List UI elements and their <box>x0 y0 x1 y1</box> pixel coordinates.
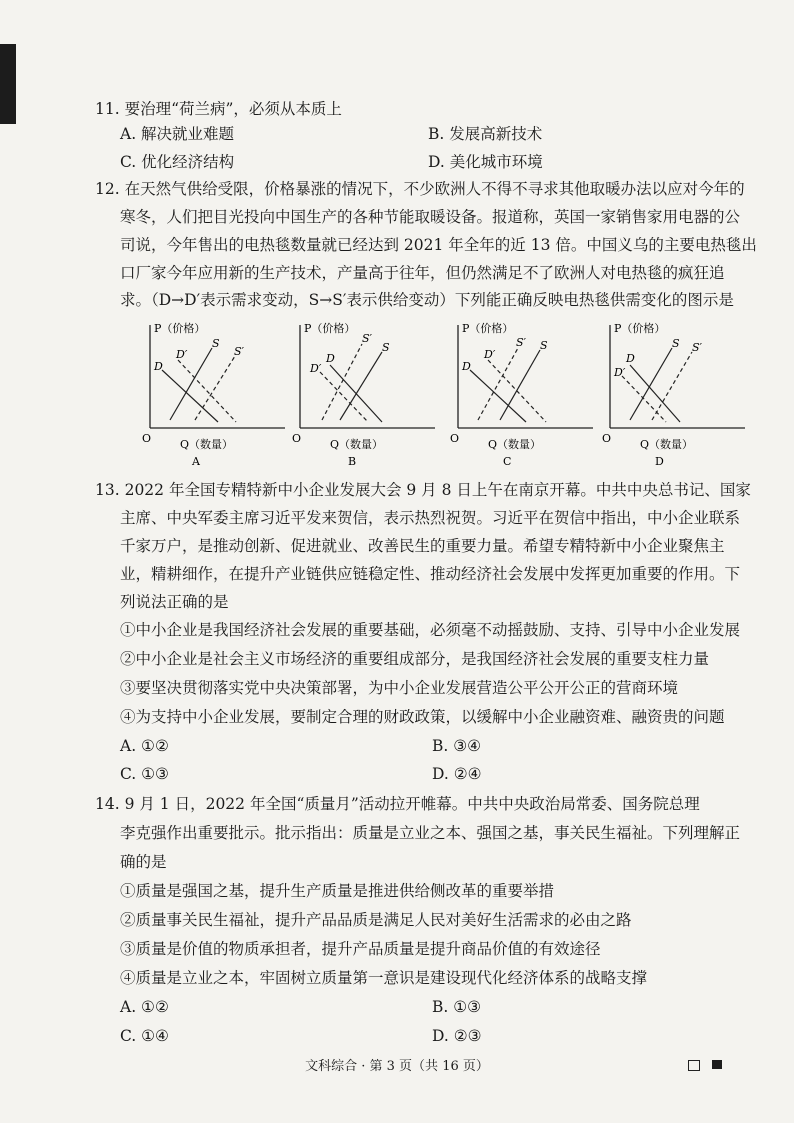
graph-d-label-sprime: S′ <box>692 341 703 354</box>
graph-a-p-axis: P（价格） <box>154 322 206 335</box>
q14-statement-2: ②质量事关民生福祉，提升产品品质是满足人民对美好生活需求的必由之路 <box>120 911 632 929</box>
q13-line-3: 千家万户，是推动创新、促进就业、改善民生的重要力量。希望专精特新中小企业聚焦主 <box>120 537 725 555</box>
page-footer: 文科综合 · 第 3 页（共 16 页） <box>305 1059 489 1074</box>
q11-option-a: A. 解决就业难题 <box>120 125 235 143</box>
q12-line-5: 求。（D→D′表示需求变动，S→S′表示供给变动）下列能正确反映电热毯供需变化的图示是 <box>120 291 734 309</box>
q12-line-1: 12. 在天然气供给受限，价格暴涨的情况下，不少欧洲人不得不寻求其他取暖办法以应对今年的 <box>95 180 745 198</box>
q13-option-a: A. ①② <box>120 737 169 755</box>
graph-d-origin: O <box>602 432 612 445</box>
q11-option-c: C. 优化经济结构 <box>120 153 235 171</box>
q14-line-2: 李克强作出重要批示。批示指出：质量是立业之本、强国之基，事关民生福祉。下列理解正 <box>120 824 741 842</box>
graph-c-origin: O <box>450 432 460 445</box>
q13-option-c: C. ①③ <box>120 765 169 783</box>
graph-b-label-dprime: D′ <box>310 362 322 375</box>
q14-statement-4: ④质量是立业之本，牢固树立质量第一意识是建设现代化经济体系的战略支撑 <box>120 969 648 987</box>
graph-d-q-axis: Q（数量） <box>640 438 694 451</box>
graph-b-label-s: S <box>382 341 390 354</box>
q14-option-d: D. ②③ <box>432 1027 482 1045</box>
graph-a-line-sprime <box>195 356 235 420</box>
graph-d-letter: D <box>655 455 664 468</box>
graph-d-label-d: D <box>626 352 635 365</box>
graph-c-line-s <box>500 350 540 420</box>
q14-option-a: A. ①② <box>120 998 169 1016</box>
graph-b <box>290 320 440 470</box>
graph-b-label-d: D <box>326 352 335 365</box>
graph-d-line-d <box>630 365 680 422</box>
graph-c <box>448 320 598 470</box>
graph-b-svg <box>290 320 440 470</box>
graph-a-label-s: S <box>212 337 220 350</box>
graph-c-q-axis: Q（数量） <box>488 438 542 451</box>
q14-option-b: B. ①③ <box>432 998 482 1016</box>
graph-b-letter: B <box>348 455 357 468</box>
blank-square-icon <box>688 1060 700 1071</box>
q12-line-2: 寒冬，人们把目光投向中国生产的各种节能取暖设备。报道称，英国一家销售家用电器的公 <box>120 208 741 226</box>
filled-square-icon <box>712 1060 722 1069</box>
graph-d-p-axis: P（价格） <box>614 322 666 335</box>
graph-c-line-d <box>470 370 526 422</box>
graph-d-svg <box>600 320 750 470</box>
graph-a-svg <box>140 320 290 470</box>
graph-a-label-sprime: S′ <box>234 345 245 358</box>
q13-statement-4: ④为支持中小企业发展，要制定合理的财政政策，以缓解中小企业融资难、融资贵的问题 <box>120 708 725 726</box>
q13-statement-2: ②中小企业是社会主义市场经济的重要组成部分，是我国经济社会发展的重要支柱力量 <box>120 650 710 668</box>
q13-statement-1: ①中小企业是我国经济社会发展的重要基础，必须毫不动摇鼓励、支持、引导中小企业发展 <box>120 621 741 639</box>
graph-d <box>600 320 750 470</box>
graph-b-label-sprime: S′ <box>362 332 373 345</box>
graph-a <box>140 320 290 470</box>
q11-option-b: B. 发展高新技术 <box>428 125 543 143</box>
graph-c-label-s: S <box>540 339 548 352</box>
q13-line-1: 13. 2022 年全国专精特新中小企业发展大会 9 月 8 日上午在南京开幕。中共中央总书记、国家 <box>95 481 751 499</box>
graph-d-label-s: S <box>672 337 680 350</box>
graph-c-letter: C <box>503 455 512 468</box>
graph-b-origin: O <box>292 432 302 445</box>
q14-statement-3: ③质量是价值的物质承担者，提升产品质量是提升商品价值的有效途径 <box>120 940 601 958</box>
graph-a-q-axis: Q（数量） <box>180 438 234 451</box>
graph-d-line-s <box>630 348 672 420</box>
graph-a-label-dprime: D′ <box>176 348 188 361</box>
q13-option-d: D. ②④ <box>432 765 482 783</box>
graph-c-svg <box>448 320 598 470</box>
q13-line-4: 业，精耕细作，在提升产业链供应链稳定性、推动经济社会发展中发挥更加重要的作用。下 <box>120 565 741 583</box>
graph-a-letter: A <box>192 455 200 468</box>
graph-c-label-d: D <box>462 360 471 373</box>
graph-c-label-sprime: S′ <box>516 336 527 349</box>
q12-line-3: 司说，今年售出的电热毯数量就已经达到 2021 年全年的近 13 倍。中国义乌的主要电热毯出 <box>120 236 757 254</box>
graph-b-p-axis: P（价格） <box>304 322 356 335</box>
q14-option-c: C. ①④ <box>120 1027 169 1045</box>
q14-statement-1: ①质量是强国之基，提升生产质量是推进供给侧改革的重要举措 <box>120 882 555 900</box>
graph-a-origin: O <box>142 432 152 445</box>
graph-b-q-axis: Q（数量） <box>330 438 384 451</box>
graph-d-line-sprime <box>652 352 692 420</box>
graph-d-label-dprime: D′ <box>614 366 626 379</box>
graph-c-p-axis: P（价格） <box>462 322 514 335</box>
q11-stem: 11. 要治理“荷兰病”，必须从本质上 <box>95 100 342 118</box>
graph-b-line-s <box>340 352 382 420</box>
q12-line-4: 口厂家今年应用新的生产技术，产量高于往年，但仍然满足不了欧洲人对电热毯的疯狂追 <box>120 264 725 282</box>
q13-statement-3: ③要坚决贯彻落实党中央决策部署，为中小企业发展营造公平公开公正的营商环境 <box>120 679 679 697</box>
q14-line-3: 确的是 <box>120 853 167 871</box>
graph-c-label-dprime: D′ <box>484 348 496 361</box>
graph-a-label-d: D <box>154 360 163 373</box>
scan-edge-shadow <box>0 44 16 124</box>
q14-line-1: 14. 9 月 1 日，2022 年全国“质量月”活动拉开帷幕。中共中央政治局常委、国务院总理 <box>95 795 700 813</box>
q13-line-5: 列说法正确的是 <box>120 593 229 611</box>
q13-line-2: 主席、中央军委主席习近平发来贺信，表示热烈祝贺。习近平在贺信中指出，中小企业联系 <box>120 509 741 527</box>
q11-option-d: D. 美化城市环境 <box>428 153 543 171</box>
q13-option-b: B. ③④ <box>432 737 482 755</box>
